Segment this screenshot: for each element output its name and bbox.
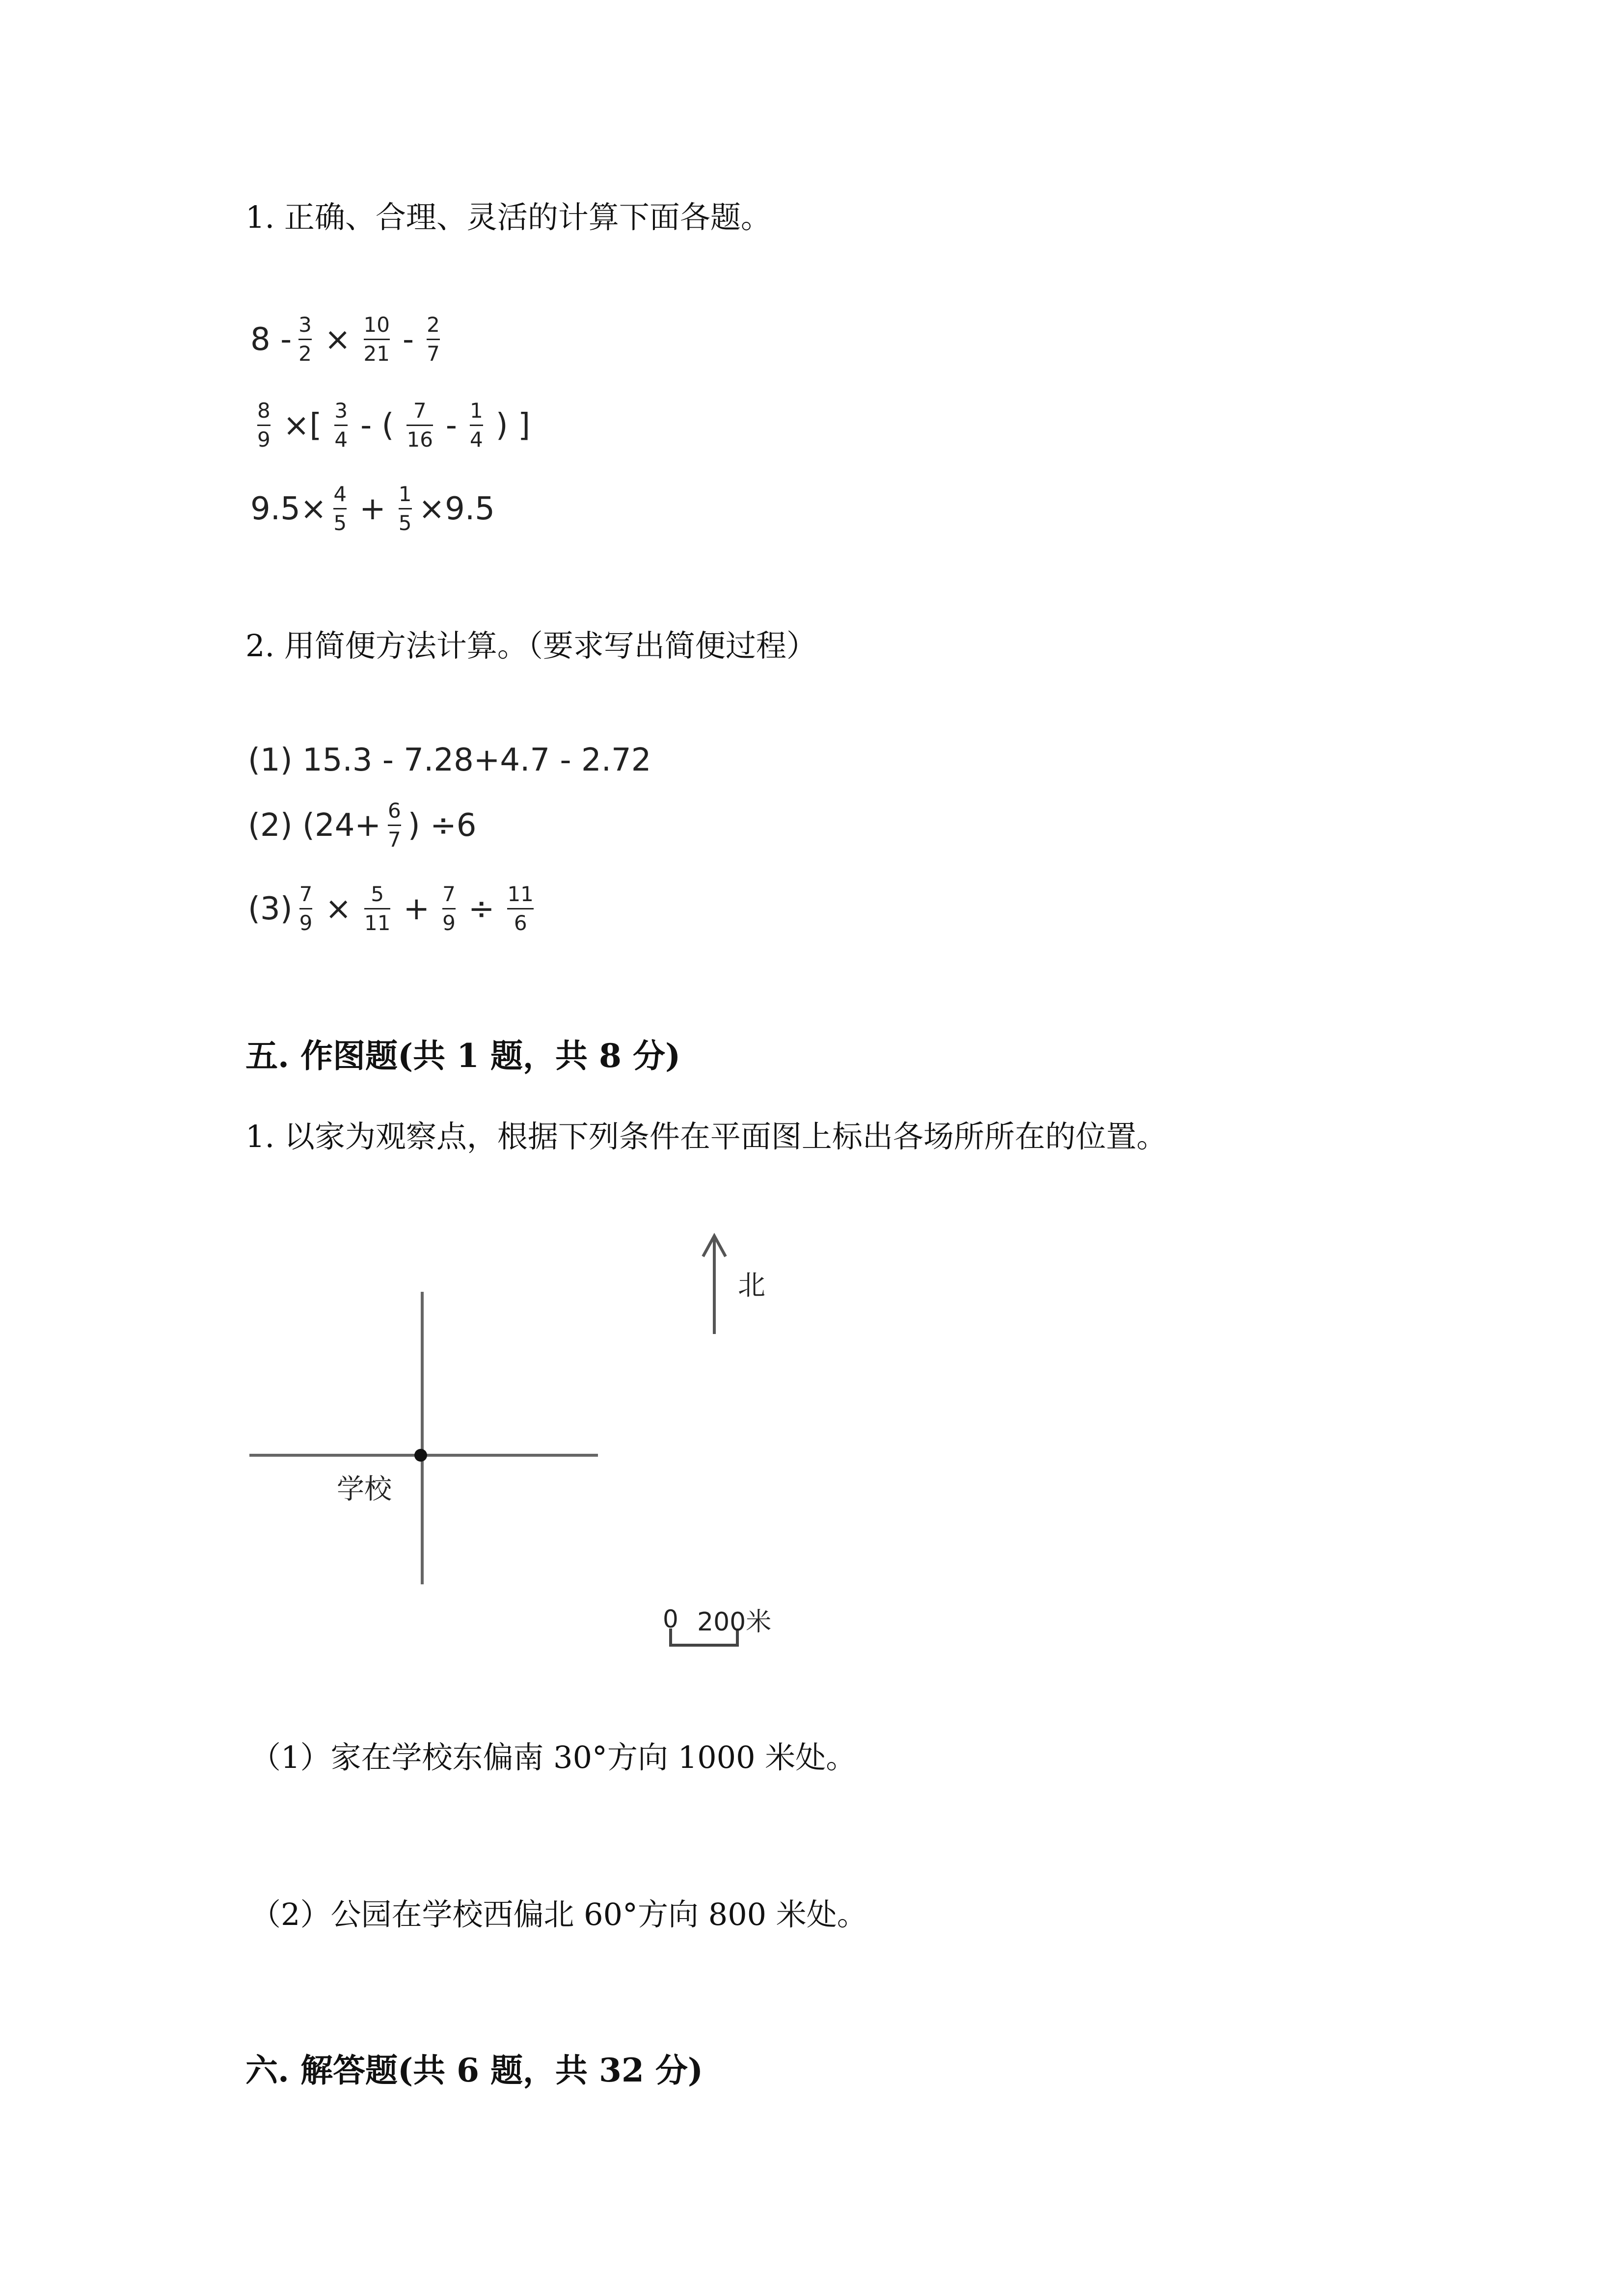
fraction: $\frac{1}{4}$ [470, 399, 483, 452]
q2-expression-1: (1) 15.3 - 7.28+4.7 - 2.72 [248, 742, 651, 778]
fraction: $\frac{11}{6}$ [507, 882, 534, 935]
fraction: $\frac{7}{9}$ [442, 882, 456, 935]
fraction: $\frac{4}{5}$ [333, 482, 347, 535]
section5-condition-1: （1）家在学校东偏南 30°方向 1000 米处。 [250, 1739, 857, 1775]
q1-expression-2: $\frac{8}{9}$ ×[ $\frac{3}{4}$ - ( $\frac{7}{16}$ - $\frac{1}{4}$ ) ] [257, 399, 531, 452]
fraction: $\frac{10}{21}$ [363, 313, 390, 366]
q1-expression-1: 8 - $\frac{3}{2}$ × $\frac{10}{21}$ - $\frac{2}{7}$ [250, 313, 440, 366]
q2-expression-2: (2) (24+ $\frac{6}{7}$ ) ÷6 [248, 799, 477, 852]
school-label: 学校 [337, 1473, 392, 1505]
fraction: $\frac{6}{7}$ [388, 799, 401, 852]
section5-q1: 1. 以家为观察点，根据下列条件在平面图上标出各场所所在的位置。 [245, 1119, 1167, 1154]
q2-title: 2. 用简便方法计算。（要求写出简便过程） [245, 628, 817, 664]
fraction: $\frac{8}{9}$ [257, 399, 271, 452]
q1-title: 1. 正确、合理、灵活的计算下面各题。 [245, 199, 771, 235]
fraction: $\frac{7}{16}$ [406, 399, 433, 452]
section5-condition-2: （2）公园在学校西偏北 60°方向 800 米处。 [250, 1896, 867, 1932]
section6-title: 六. 解答题(共 6 题，共 32 分) [245, 2051, 704, 2089]
section5-title: 五. 作图题(共 1 题，共 8 分) [245, 1037, 681, 1075]
north-label: 北 [738, 1270, 765, 1302]
fraction: $\frac{3}{2}$ [298, 313, 312, 366]
fraction: $\frac{1}{5}$ [398, 482, 412, 535]
scale-length-label: 200米 [697, 1607, 772, 1637]
fraction: $\frac{7}{9}$ [299, 882, 313, 935]
fraction: $\frac{2}{7}$ [427, 313, 440, 366]
scale-zero-label: 0 [663, 1605, 678, 1633]
fraction: $\frac{3}{4}$ [334, 399, 348, 452]
q1-expression-3: 9.5× $\frac{4}{5}$ + $\frac{1}{5}$ ×9.5 [250, 482, 495, 535]
fraction: $\frac{5}{11}$ [364, 882, 391, 935]
school-point [414, 1449, 427, 1462]
q2-expression-3: (3) $\frac{7}{9}$ × $\frac{5}{11}$ + $\frac{7}{9}$ ÷ $\frac{11}{6}$ [248, 882, 534, 935]
